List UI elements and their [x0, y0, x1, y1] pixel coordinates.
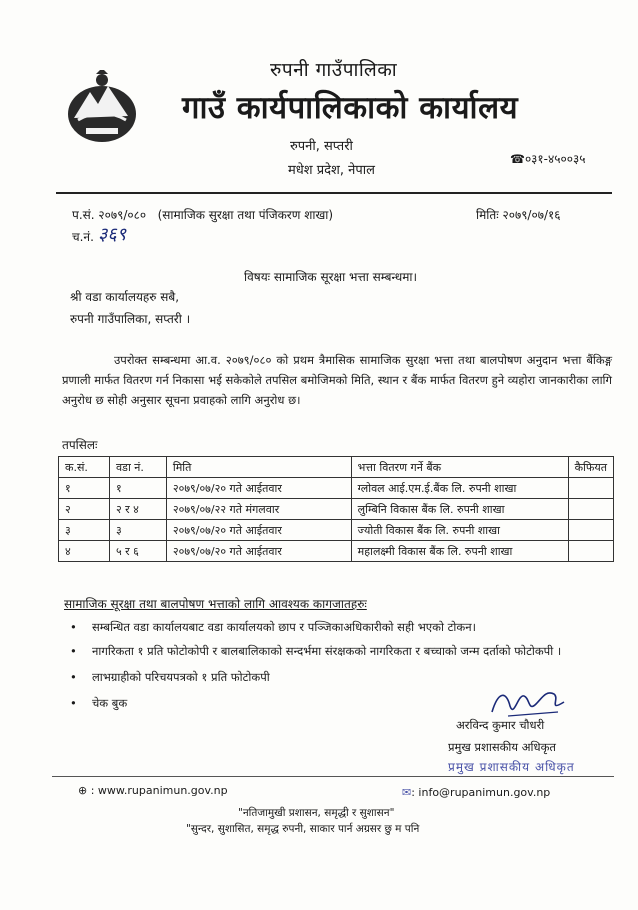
- mail-icon: ✉: [402, 786, 412, 799]
- cell: लुम्बिनि विकास बैंक लि. रुपनी शाखा: [351, 499, 568, 520]
- cell: ज्योती विकास बैंक लि. रुपनी शाखा: [351, 520, 568, 541]
- cell: [568, 520, 613, 541]
- table-header-row: [59, 457, 614, 478]
- header-date: मिति: [166, 457, 351, 478]
- cell: महालक्ष्मी विकास बैंक लि. रुपनी शाखा: [351, 541, 568, 562]
- office-title: गाउँ कार्यपालिकाको कार्यालय: [182, 90, 519, 126]
- header-sn: क.सं.: [59, 457, 110, 478]
- website-text: : www.rupanimun.gov.np: [90, 784, 228, 797]
- cell: १: [59, 478, 110, 499]
- chalani-label: च.नं.: [72, 230, 94, 244]
- cell: [568, 541, 613, 562]
- cell: २ र ४: [109, 499, 166, 520]
- nepal-emblem-logo: [64, 70, 140, 146]
- cell: २: [59, 499, 110, 520]
- subject-line: विषयः सामाजिक सूरक्षा भत्ता सम्बन्धमा।: [244, 270, 418, 284]
- footer-motto-1: "नतिजामुखी प्रशासन, समृद्धी र सुशासन": [238, 807, 395, 819]
- footer-website: [78, 784, 228, 797]
- cell: १: [109, 478, 166, 499]
- email-text: : info@rupanimun.gov.np: [411, 786, 551, 799]
- cell: [568, 478, 613, 499]
- list-item: • सम्बन्धित वडा कार्यालयबाट वडा कार्यालयको छाप र पञ्जिकाअधिकारीको सही भएको टोकन।: [70, 617, 612, 637]
- cell: २०७९/०७/२० गते आईतवार: [166, 541, 351, 562]
- cell: [568, 499, 613, 520]
- cell: २०७९/०७/२० गते आईतवार: [166, 478, 351, 499]
- cell: ४: [59, 541, 110, 562]
- addressee-line-2: रुपनी गाउँपालिका, सप्तरी ।: [70, 312, 191, 326]
- globe-icon: ⊕: [78, 784, 88, 797]
- footer-motto-2: "सुन्दर, सुशासित, समृद्ध रुपनी, साकार पार्न अग्रसर छु म पनि: [186, 823, 420, 835]
- header-ward: वडा नं.: [109, 457, 166, 478]
- signatory-title: प्रमुख प्रशासकीय अधिकृत: [448, 740, 556, 754]
- letter-date: मितिः २०७९/०७/१६: [476, 208, 561, 222]
- section-name: (सामाजिक सुरक्षा तथा पंजिकरण शाखा): [157, 208, 334, 222]
- body-paragraph: उपरोक्त सम्बन्धमा आ.व. २०७९/०८० को प्रथम त्रैमासिक सामाजिक सुरक्षा भत्ता तथा बालपोषण अनुदान भत्ता बैंकिङ्ग प्रणाली मार्फत वितरण गर्न निकासा भई सकेकोले तपसिल बमोजिमको मिति, स्थान र बैंक मार्फत वितरण हुने व्यहोरा जानकारीका लागि अनुरोध छ सोही अनुसार सूचना प्रवाहको लागि अनुरोध छ।: [62, 353, 612, 407]
- address-line-1: रुपनी, सप्तरी: [290, 139, 353, 154]
- patra-sankhya: प.सं. २०७९/०८०: [72, 208, 147, 222]
- table-row: [59, 520, 614, 541]
- handwritten-signature: [488, 682, 568, 722]
- address-line-2: मधेश प्रदेश, नेपाल: [288, 163, 375, 178]
- header-divider: [56, 192, 612, 194]
- table-row: [59, 541, 614, 562]
- cell: २०७९/०७/२२ गते मंगलवार: [166, 499, 351, 520]
- chalani-handwritten-number: ३६९: [98, 224, 127, 245]
- signatory-name: अरविन्द कुमार चौधरी: [456, 718, 545, 732]
- table-row: [59, 499, 614, 520]
- documents-heading: सामाजिक सूरक्षा तथा बालपोषण भत्ताको लागि आवश्यक कागजातहरुः: [64, 597, 367, 611]
- addressee-line-1: श्री वडा कार्यालयहरु सबै,: [70, 290, 180, 304]
- table-row: [59, 478, 614, 499]
- reference-number: [72, 206, 333, 223]
- distribution-table: [58, 456, 614, 562]
- municipality-name: रुपनी गाउँपालिका: [270, 59, 398, 81]
- list-item: • चेक बुक: [70, 693, 612, 713]
- cell: २०७९/०७/२० गते आईतवार: [166, 520, 351, 541]
- header-bank: भत्ता वितरण गर्ने बैंक: [351, 457, 568, 478]
- list-item: • नागरिकता १ प्रति फोटोकोपी र बालबालिकाको सन्दर्भमा संरक्षकको नागरिकता र बच्चाको जन्म दर्ताको फोटोकपी ।: [70, 641, 612, 661]
- phone-number: ☎०३१-४५००३५: [510, 152, 586, 166]
- cell: ग्लोवल आई.एम.ई.बैंक लि. रुपनी शाखा: [351, 478, 568, 499]
- official-stamp: प्रमुख प्रशासकीय अधिकृत: [448, 760, 575, 774]
- footer-divider: [52, 776, 614, 777]
- header-remarks: कैफियत: [568, 457, 613, 478]
- list-item: • लाभग्राहीको परिचयपत्रको १ प्रति फोटोकपी: [70, 667, 612, 687]
- footer-email: [402, 786, 550, 799]
- cell: ५ र ६: [109, 541, 166, 562]
- cell: ३: [109, 520, 166, 541]
- table-label: तपसिलः: [62, 438, 98, 452]
- cell: ३: [59, 520, 110, 541]
